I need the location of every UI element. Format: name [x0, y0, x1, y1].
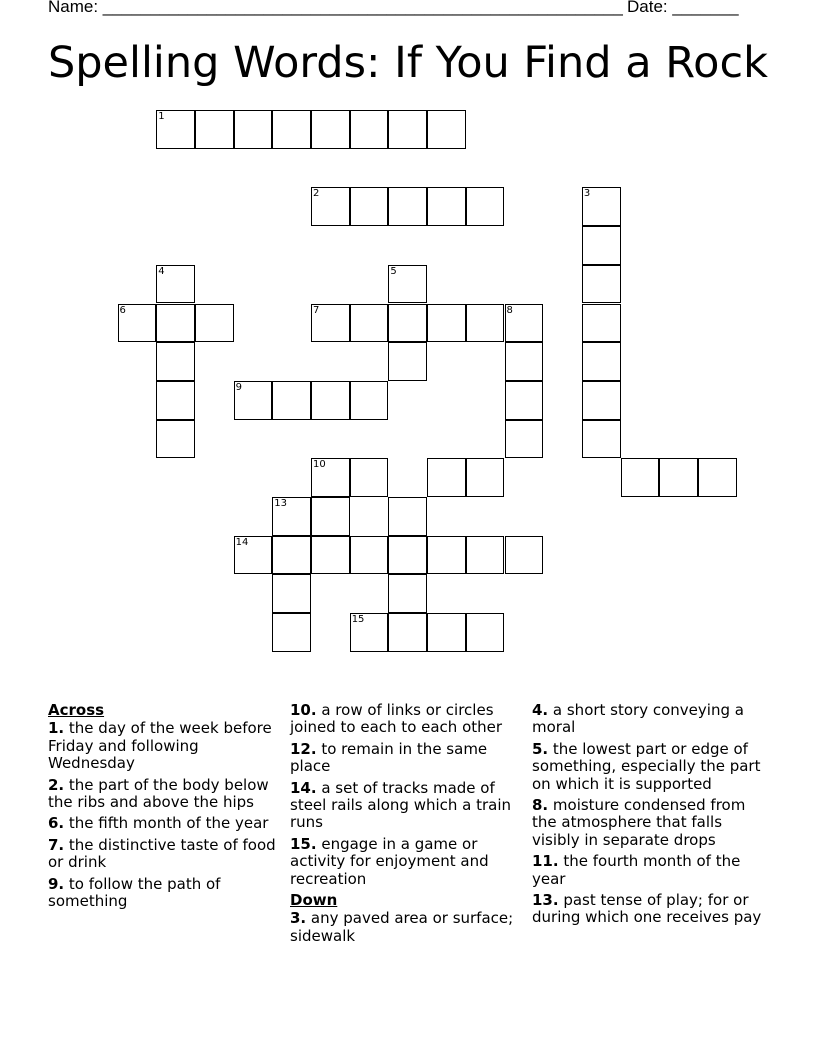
clues-column-1	[48, 702, 286, 914]
clue-number: 9	[235, 381, 242, 393]
grid-cell[interactable]	[195, 304, 234, 343]
clue-item	[532, 853, 772, 888]
clue-text: past tense of play; for or during which one receives pay	[532, 891, 762, 927]
grid-cell[interactable]	[582, 381, 621, 420]
clue-number: 1	[158, 111, 165, 122]
grid-cell[interactable]	[505, 304, 544, 343]
clue-item	[48, 837, 286, 872]
grid-cell[interactable]	[156, 420, 195, 459]
grid-cell[interactable]	[582, 226, 621, 265]
grid-cell[interactable]	[272, 574, 311, 613]
clue-number: 14	[235, 536, 249, 548]
grid-cell[interactable]	[388, 497, 427, 536]
clue-number: 1.	[48, 719, 65, 738]
clue-number: 6	[119, 304, 126, 316]
clue-item	[290, 780, 526, 832]
grid-cell[interactable]	[350, 536, 389, 575]
clue-text: the part of the body below the ribs and above the hips	[48, 775, 269, 812]
grid-cell[interactable]	[466, 187, 505, 226]
clue-number: 10	[313, 459, 326, 471]
grid-cell[interactable]	[427, 110, 466, 149]
clue-number: 10.	[290, 701, 317, 719]
clue-number: 14.	[290, 778, 317, 797]
clue-number: 5	[390, 265, 397, 277]
grid-cell[interactable]	[272, 381, 311, 420]
grid-cell[interactable]	[350, 187, 389, 226]
grid-cell[interactable]	[388, 110, 427, 149]
page-title: Spelling Words: If You Find a Rock	[47, 38, 769, 88]
clue-number: 3	[583, 188, 591, 200]
grid-cell[interactable]	[427, 458, 466, 497]
grid-cell[interactable]	[427, 304, 466, 343]
grid-cell[interactable]	[272, 110, 311, 149]
grid-cell[interactable]	[311, 381, 350, 420]
grid-cell[interactable]	[505, 536, 544, 575]
across-clue-list-continued	[290, 702, 526, 888]
grid-cell[interactable]	[466, 458, 505, 497]
clue-text: a short story conveying a moral	[532, 701, 744, 737]
grid-cell[interactable]	[156, 342, 195, 381]
clue-item	[48, 876, 286, 911]
grid-cell[interactable]	[350, 304, 389, 343]
down-clue-list	[290, 910, 526, 945]
clue-item	[290, 702, 526, 737]
clue-number: 3.	[290, 909, 307, 928]
clues-column-3	[532, 702, 772, 931]
clue-number: 2	[313, 188, 320, 200]
clue-number: 6.	[48, 814, 65, 833]
clue-item	[290, 910, 526, 945]
across-clue-list	[48, 720, 286, 910]
clue-text: the day of the week before Friday and following Wednesday	[48, 719, 272, 773]
grid-cell[interactable]	[311, 304, 350, 343]
clue-item	[48, 815, 286, 832]
grid-cell[interactable]	[311, 187, 350, 226]
clue-text: moisture condensed from the atmosphere that falls visibly in separate drops	[532, 796, 746, 849]
clue-text: a set of tracks made of steel rails along which a train runs	[290, 778, 512, 832]
grid-cell[interactable]	[427, 536, 466, 575]
clue-number: 12.	[290, 739, 317, 758]
grid-cell[interactable]	[582, 265, 621, 304]
clue-number: 5.	[532, 739, 549, 758]
grid-cell[interactable]	[156, 110, 195, 149]
grid-cell[interactable]	[582, 304, 621, 343]
clue-item	[290, 836, 526, 888]
grid-cell[interactable]	[234, 381, 273, 420]
grid-cell[interactable]	[272, 497, 311, 536]
grid-cell[interactable]	[621, 458, 660, 497]
grid-cell[interactable]	[698, 458, 737, 497]
clue-text: a row of links or circles joined to each to each other	[290, 701, 503, 737]
clue-number: 7.	[48, 835, 65, 854]
grid-cell[interactable]	[350, 381, 389, 420]
grid-cell[interactable]	[156, 381, 195, 420]
grid-cell[interactable]	[350, 110, 389, 149]
clue-item	[48, 777, 286, 812]
grid-cell[interactable]	[388, 265, 427, 304]
across-heading: Across	[48, 701, 105, 719]
clue-number: 15.	[290, 834, 317, 853]
grid-cell[interactable]	[505, 342, 544, 381]
clue-number: 9.	[48, 874, 65, 893]
clue-item	[290, 741, 526, 776]
grid-cell[interactable]	[582, 342, 621, 381]
clue-text: to remain in the same place	[290, 739, 488, 776]
grid-cell[interactable]	[311, 110, 350, 149]
grid-cell[interactable]	[234, 110, 273, 149]
grid-cell[interactable]	[272, 536, 311, 575]
clue-item	[532, 741, 772, 793]
grid-cell[interactable]	[350, 458, 389, 497]
clue-number: 4.	[532, 701, 549, 719]
clue-text: the fifth month of the year	[64, 814, 269, 833]
grid-cell[interactable]	[156, 265, 195, 304]
grid-cell[interactable]	[272, 613, 311, 652]
grid-cell[interactable]	[505, 420, 544, 459]
clue-text: the lowest part or edge of something, especially the part on which it is supported	[532, 739, 761, 793]
clue-number: 8	[506, 304, 513, 316]
clue-item	[532, 892, 772, 927]
clue-item	[532, 797, 772, 849]
clue-number: 2.	[48, 775, 65, 794]
grid-cell[interactable]	[388, 536, 427, 575]
clue-item	[48, 720, 286, 772]
grid-cell[interactable]	[234, 536, 273, 575]
clue-item	[532, 702, 772, 737]
grid-cell[interactable]	[505, 381, 544, 420]
grid-cell[interactable]	[582, 187, 621, 226]
grid-cell[interactable]	[195, 110, 234, 149]
grid-cell[interactable]	[388, 304, 427, 343]
grid-cell[interactable]	[427, 613, 466, 652]
clue-text: engage in a game or activity for enjoyment and recreation	[290, 834, 489, 888]
grid-cell[interactable]	[659, 458, 698, 497]
clue-number: 4	[158, 265, 165, 277]
clue-text: to follow the path of something	[48, 874, 221, 911]
name-field-label: Name: _______________________________________________________	[48, 0, 623, 16]
clue-number: 11.	[532, 852, 559, 871]
grid-cell[interactable]	[350, 613, 389, 652]
grid-cell[interactable]	[388, 342, 427, 381]
grid-cell[interactable]	[388, 574, 427, 613]
grid-cell[interactable]	[582, 420, 621, 459]
date-field-label: Date: _______	[627, 0, 739, 16]
clue-text: the fourth month of the year	[532, 852, 741, 888]
grid-cell[interactable]	[156, 304, 195, 343]
grid-cell[interactable]	[388, 187, 427, 226]
grid-cell[interactable]	[466, 536, 505, 575]
clue-number: 8.	[532, 796, 549, 815]
grid-cell[interactable]	[427, 187, 466, 226]
grid-cell[interactable]	[118, 304, 157, 343]
grid-cell[interactable]	[388, 613, 427, 652]
clue-number: 7	[313, 304, 320, 316]
grid-cell[interactable]	[311, 497, 350, 536]
clues-column-2	[290, 702, 526, 949]
down-heading: Down	[290, 891, 338, 910]
grid-cell[interactable]	[311, 458, 350, 497]
clue-number: 13.	[532, 891, 559, 910]
grid-cell[interactable]	[311, 536, 350, 575]
clue-text: any paved area or surface; sidewalk	[290, 909, 514, 945]
clue-number: 15	[351, 614, 365, 626]
clue-text: the distinctive taste of food or drink	[48, 835, 276, 872]
grid-cell[interactable]	[466, 613, 505, 652]
clue-number: 13	[274, 498, 288, 509]
down-clue-list-continued	[532, 702, 772, 927]
grid-cell[interactable]	[466, 304, 505, 343]
